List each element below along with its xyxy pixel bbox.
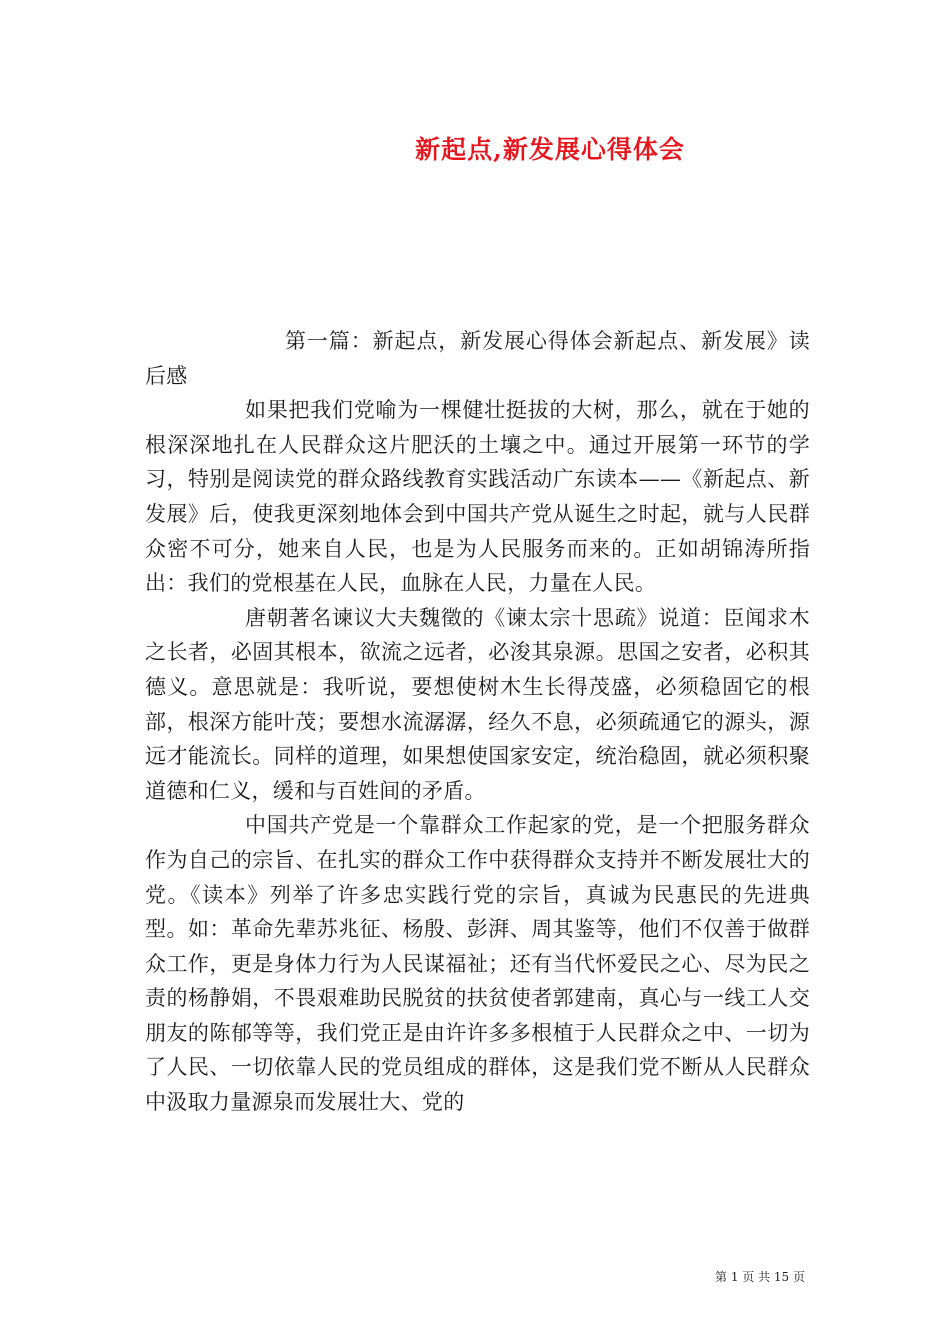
- page-number-footer: 第 1 页 共 15 页: [715, 1270, 805, 1284]
- document-body: [145, 324, 810, 1120]
- paragraph: 中国共产党是一个靠群众工作起家的党，是一个把服务群众作为自己的宗旨、在扎实的群众工作中获得群众支持并不断发展壮大的党。《读本》列举了许多忠实践行党的宗旨，真诚为民惠民的先进典型。如：革命先辈苏兆征、杨殷、彭湃、周其鉴等，他们不仅善于做群众工作，更是身体力行为人民谋福祉；还有当代怀爱民之心、尽为民之责的杨静娟，不畏艰难助民脱贫的扶贫使者郭建南，真心与一线工人交朋友的陈郁等等，我们党正是由许许多多根植于人民群众之中、一切为了人民、一切依靠人民的党员组成的群体，这是我们党不断从人民群众中汲取力量源泉而发展壮大、党的: [145, 813, 810, 1115]
- paragraph: 如果把我们党喻为一棵健壮挺拔的大树，那么，就在于她的根深深地扎在人民群众这片肥沃的土壤之中。通过开展第一环节的学习，特别是阅读党的群众路线教育实践活动广东读本——《新起点、新发展》后，使我更深刻地体会到中国共产党从诞生之时起，就与人民群众密不可分，她来自人民，也是为人民服务而来的。正如胡锦涛所指出：我们的党根基在人民，血脉在人民，力量在人民。: [145, 398, 810, 596]
- document-title: 新起点,新发展心得体会: [415, 135, 685, 164]
- paragraph: 唐朝著名谏议大夫魏徵的《谏太宗十思疏》说道：臣闻求木之长者，必固其根本，欲流之远者，必浚其泉源。思国之安者，必积其德义。意思就是：我听说，要想使树木生长得茂盛，必须稳固它的根部，根深方能叶茂；要想水流潺潺，经久不息，必须疏通它的源头，源远才能流长。同样的道理，如果想使国家安定，统治稳固，就必须积聚道德和仁义，缓和与百姓间的矛盾。: [145, 605, 810, 803]
- paragraph-heading: 第一篇：新起点，新发展心得体会新起点、新发展》读后感: [145, 329, 810, 388]
